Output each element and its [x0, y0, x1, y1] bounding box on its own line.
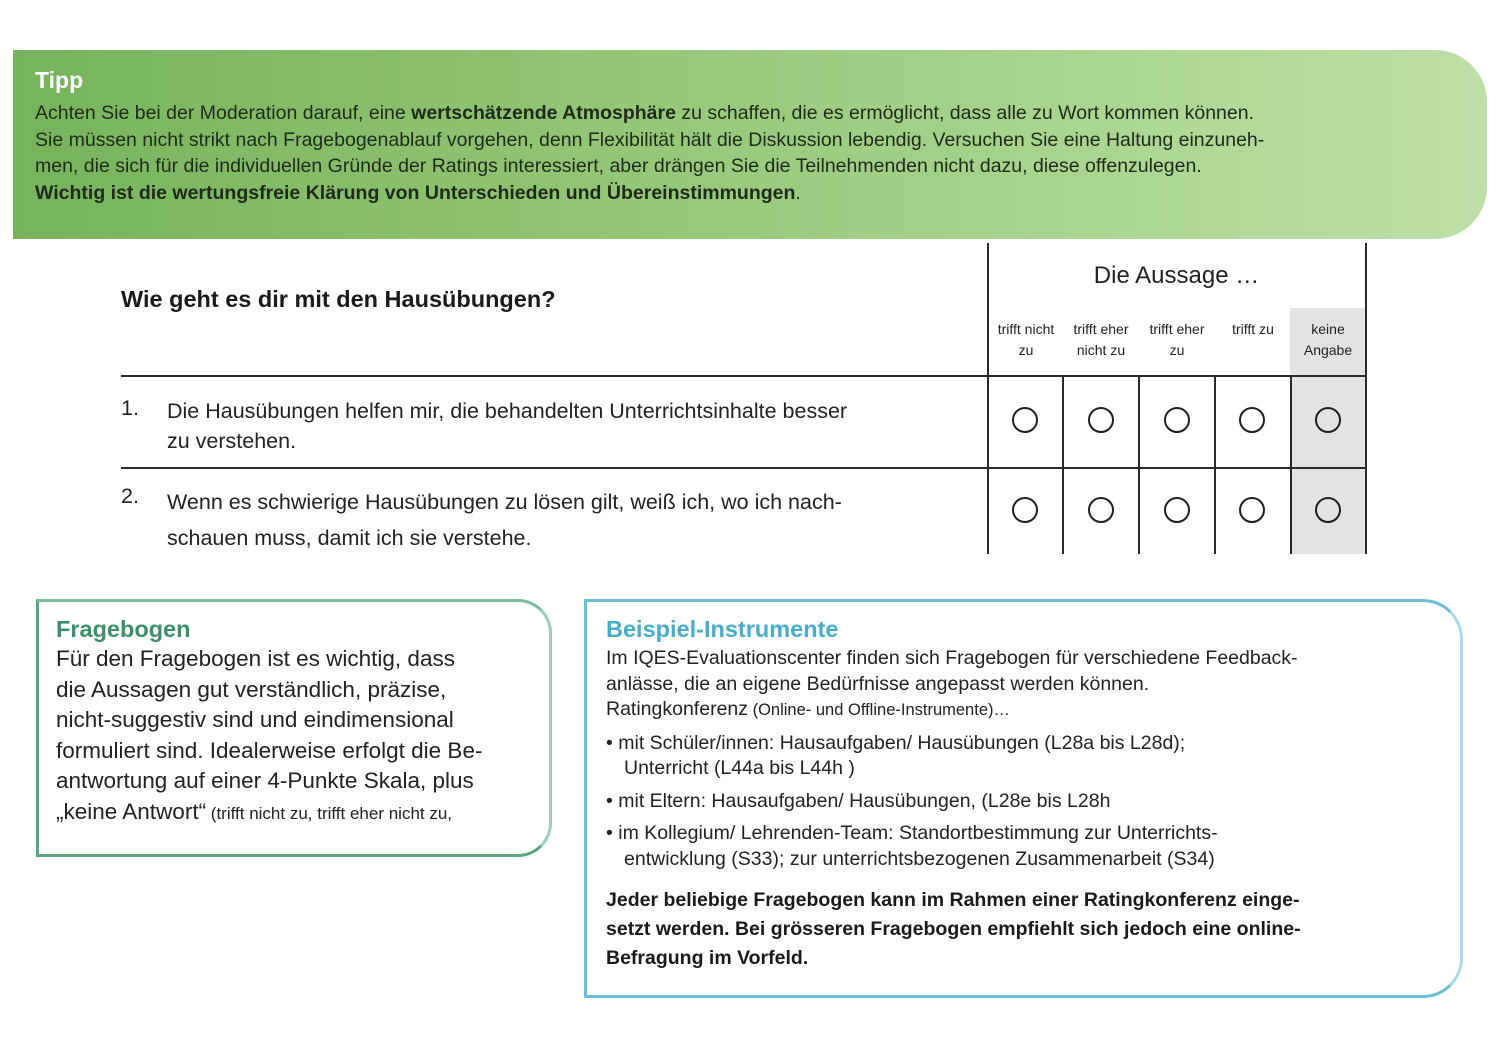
column-header-line: Angabe — [1303, 342, 1353, 358]
column-divider — [1290, 376, 1292, 554]
header-rule — [121, 375, 1366, 377]
column-header-line: trifft eher — [1073, 321, 1129, 337]
tipp-period: . — [795, 181, 801, 204]
tipp-highlight: wertschätzende Atmosphäre — [411, 102, 676, 124]
question-text — [167, 396, 977, 456]
beispiel-intro-line: anlässe, die an eigene Bedürfnisse angepasst werden können. — [606, 672, 1150, 695]
beispiel-text — [606, 646, 1430, 973]
beispiel-title: Beispiel-Instrumente — [606, 616, 839, 642]
column-header-keine-angabe — [1290, 319, 1366, 361]
radio-q1-trifft-eher-zu[interactable] — [1164, 407, 1190, 433]
fragebogen-box — [36, 599, 552, 857]
row-rule — [121, 467, 1366, 469]
fragebogen-line: die Aussagen gut verständlich, präzise, — [56, 676, 447, 702]
radio-q1-trifft-nicht-zu[interactable] — [1012, 407, 1038, 433]
radio-q2-keine-angabe[interactable] — [1315, 497, 1341, 523]
list-item — [606, 789, 1430, 815]
aussage-header: Die Aussage … — [1093, 262, 1260, 289]
radio-q2-trifft-nicht-zu[interactable] — [1012, 497, 1038, 523]
tipp-text — [35, 100, 1447, 206]
column-divider — [1214, 376, 1216, 554]
column-header-trifft-zu — [1215, 319, 1291, 340]
fragebogen-line: Für den Fragebogen ist es wichtig, dass — [56, 646, 455, 671]
question-line: Wenn es schwierige Hausübungen zu lösen gilt, weiß ich, wo ich nach- — [167, 490, 842, 514]
tipp-banner — [13, 50, 1487, 239]
beispiel-intro-line: Im IQES-Evaluationscenter finden sich Fragebogen für verschiedene Feedback- — [606, 647, 1298, 669]
list-item-line: • im Kollegium/ Lehrenden-Team: Standortbestimmung zur Unterrichts- — [606, 822, 1218, 844]
tipp-line-1 — [35, 100, 1447, 127]
fragebogen-line: nicht-suggestiv sind und eindimensional — [56, 707, 454, 732]
fragebogen-line — [56, 797, 529, 830]
table-border-left — [987, 243, 989, 554]
column-header-line: trifft nicht — [997, 321, 1055, 337]
fragebogen-scale-note: (trifft nicht zu, trifft eher nicht zu, — [206, 803, 453, 823]
list-item — [606, 821, 1430, 872]
fragebogen-keine-antwort: „keine Antwort“ — [56, 798, 207, 824]
closing-line: setzt werden. Bei grösseren Fragebogen empfiehlt sich jedoch eine online- — [606, 918, 1301, 940]
column-header-line: trifft zu — [1232, 321, 1274, 337]
column-header-line: zu — [1169, 342, 1185, 358]
tipp-title: Tipp — [35, 67, 84, 93]
list-item-line: Unterricht (L44a bis L44h ) — [624, 757, 855, 779]
ratingkonferenz-note: (Online- und Offline-Instrumente)… — [748, 701, 1010, 719]
tipp-line-4 — [35, 180, 1447, 207]
ratingkonferenz-label: Ratingkonferenz — [606, 698, 749, 720]
column-header-line: keine — [1311, 321, 1345, 337]
question-text — [167, 484, 977, 556]
radio-q1-trifft-zu[interactable] — [1239, 407, 1265, 433]
column-header-trifft-nicht-zu — [988, 319, 1064, 361]
column-header-line: trifft eher — [1149, 321, 1205, 337]
question-line: schauen muss, damit ich sie verstehe. — [167, 526, 532, 550]
radio-q2-trifft-eher-nicht-zu[interactable] — [1088, 497, 1114, 523]
list-item — [606, 731, 1430, 782]
beispiel-instrumente-box — [584, 599, 1463, 998]
closing-line: Befragung im Vorfeld. — [606, 947, 809, 969]
radio-q2-trifft-eher-zu[interactable] — [1164, 497, 1190, 523]
column-header-trifft-eher-nicht-zu — [1063, 319, 1139, 361]
radio-q1-trifft-eher-nicht-zu[interactable] — [1088, 407, 1114, 433]
fragebogen-title: Fragebogen — [56, 616, 191, 642]
column-header-trifft-eher-zu — [1139, 319, 1215, 361]
tipp-line-1-end: zu schaffen, die es ermöglicht, dass alle zu Wort kommen können. — [675, 102, 1254, 124]
column-header-line: zu — [1018, 342, 1034, 358]
list-item-line: entwicklung (S33); zur unterrichtsbezogenen Zusammenarbeit (S34) — [624, 847, 1215, 870]
column-header-line: nicht zu — [1076, 342, 1126, 358]
fragebogen-line: formuliert sind. Idealerweise erfolgt die Be- — [56, 737, 483, 763]
beispiel-closing — [606, 886, 1430, 973]
fragebogen-text — [56, 644, 529, 829]
question-number: 1. — [121, 396, 139, 420]
tipp-line-2: Sie müssen nicht strikt nach Fragebogenablauf vorgehen, denn Flexibilität hält die Diskussion lebendig. Versuchen Sie eine Haltung einzuneh- — [35, 128, 1265, 151]
question-line: zu verstehen. — [167, 429, 297, 453]
beispiel-intro-line — [606, 697, 1430, 724]
column-divider — [1138, 376, 1140, 554]
question-number: 2. — [121, 484, 139, 508]
survey-title: Wie geht es dir mit den Hausübungen? — [121, 286, 556, 312]
fragebogen-line: antwortung auf einer 4-Punkte Skala, plus — [56, 768, 474, 793]
question-line: Die Hausübungen helfen mir, die behandelten Unterrichtsinhalte besser — [167, 399, 848, 423]
table-border-right — [1365, 243, 1367, 554]
tipp-line-1-start: Achten Sie bei der Moderation darauf, eine — [35, 102, 412, 124]
list-item-line: • mit Eltern: Hausaufgaben/ Hausübungen, (L28e bis L28h — [606, 789, 1111, 812]
list-item-line: • mit Schüler/innen: Hausaufgaben/ Hausübungen (L28a bis L28d); — [606, 731, 1186, 754]
closing-line: Jeder beliebige Fragebogen kann im Rahmen einer Ratingkonferenz einge- — [606, 889, 1300, 911]
column-divider — [1062, 376, 1064, 554]
tipp-bold-conclusion: Wichtig ist die wertungsfreie Klärung von Unterschieden und Übereinstimmungen — [35, 181, 796, 204]
radio-q1-keine-angabe[interactable] — [1315, 407, 1341, 433]
radio-q2-trifft-zu[interactable] — [1239, 497, 1265, 523]
tipp-line-3: men, die sich für die individuellen Gründe der Ratings interessiert, aber drängen Sie die Teilnehmenden nicht dazu, diese offenzulegen. — [35, 155, 1202, 177]
